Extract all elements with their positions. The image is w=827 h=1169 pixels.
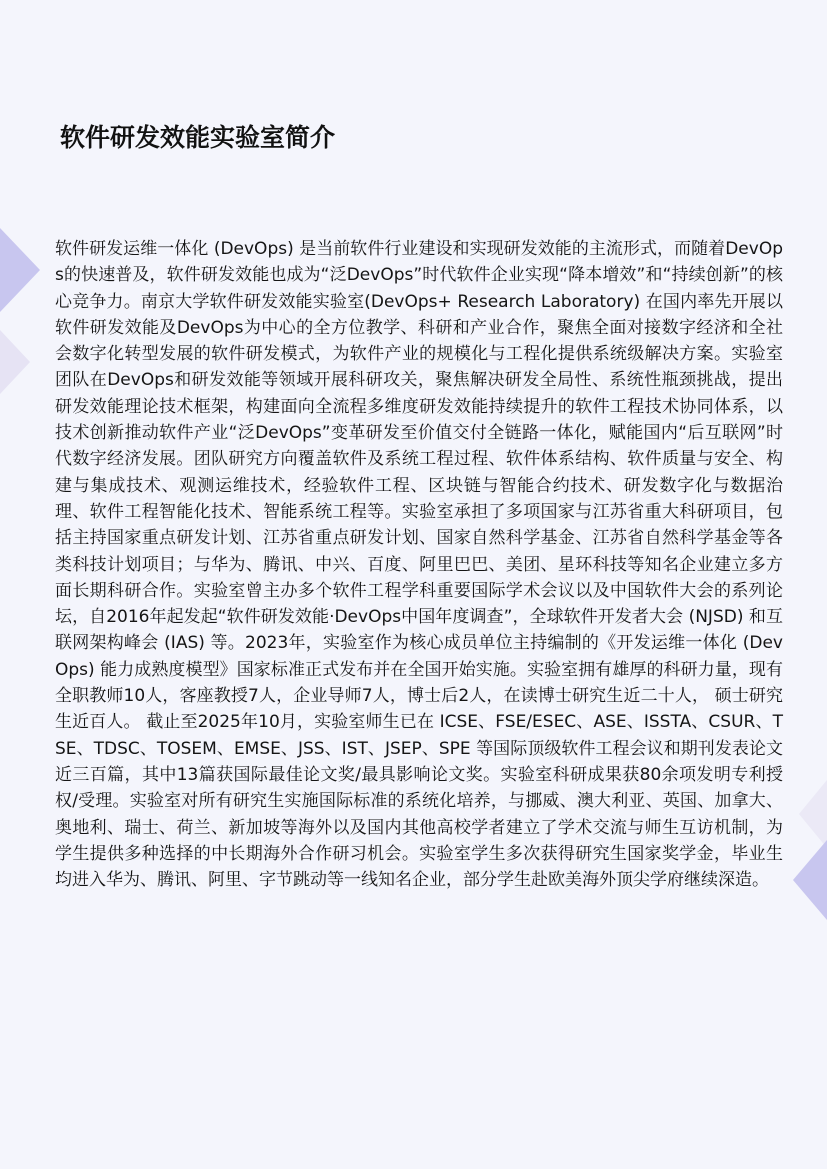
decorative-triangle-right [793, 840, 827, 920]
decorative-triangle-left-pale [0, 330, 30, 394]
intro-paragraph: 软件研发运维一体化 (DevOps) 是当前软件行业建设和实现研发效能的主流形式，而随着DevOps的快速普及，软件研发效能也成为“泛DevOps”时代软件企业实现“降本增效”和“持续创新”的核心竞争力。南京大学软件研发效能实验室(DevOps+ Research Laboratory) 在国内率先开展以软件研发效能及DevOps为中心的全方位教学、科研和产业合作，聚焦全面对接数字经济和全社会数字化转型发展的软件研发模式，为软件产业的规模化与工程化提供系统级解决方案。实验室团队在DevOps和研发效能等领域开展科研攻关，聚焦解决研发全局性、系统性瓶颈挑战，提出研发效能理论技术框架，构建面向全流程多维度研发效能持续提升的软件工程技术协同体系，以技术创新推动软件产业“泛DevOps”变革研发至价值交付全链路一体化，赋能国内“后互联网”时代数字经济发展。团队研究方向覆盖软件及系统工程过程、软件体系结构、软件质量与安全、构建与集成技术、观测运维技术，经验软件工程、区块链与智能合约技术、研发数字化与数据治理、软件工程智能化技术、智能系统工程等。实验室承担了多项国家与江苏省重大科研项目，包括主持国家重点研发计划、江苏省重点研发计划、国家自然科学基金、江苏省自然科学基金等各类科技计划项目；与华为、腾讯、中兴、百度、阿里巴巴、美团、星环科技等知名企业建立多方面长期科研合作。实验室曾主办多个软件工程学科重要国际学术会议以及中国软件大会的系列论坛，自2016年起发起“软件研发效能·DevOps中国年度调查”，全球软件开发者大会 (NJSD) 和互联网架构峰会 (IAS) 等。2023年，实验室作为核心成员单位主持编制的《开发运维一体化 (DevOps) 能力成熟度模型》国家标准正式发布并在全国开始实施。实验室拥有雄厚的科研力量，现有全职教师10人，客座教授7人，企业导师7人，博士后2人，在读博士研究生近二十人， 硕士研究生近百人。 截止至2025年10月，实验室师生已在 ICSE、FSE/ESEC、ASE、ISSTA、CSUR、TSE、TDSC、TOSEM、EMSE、JSS、IST、JSEP、SPE 等国际顶级软件工程会议和期刊发表论文近三百篇，其中13篇获国际最佳论文奖/最具影响论文奖。实验室科研成果获80余项发明专利授权/受理。实验室对所有研究生实施国际标准的系统化培养，与挪威、澳大利亚、英国、加拿大、奥地利、瑞士、荷兰、新加坡等海外以及国内其他高校学者建立了学术交流与师生互访机制，为学生提供多种选择的中长期海外合作研习机会。实验室学生多次获得研究生国家奖学金，毕业生均进入华为、腾讯、阿里、字节跳动等一线知名企业，部分学生赴欧美海外顶尖学府继续深造。 [55, 239, 783, 891]
decorative-triangle-right-pale [799, 780, 827, 848]
decorative-triangle-left [0, 228, 40, 312]
page-title: 软件研发效能实验室简介 [60, 123, 336, 152]
